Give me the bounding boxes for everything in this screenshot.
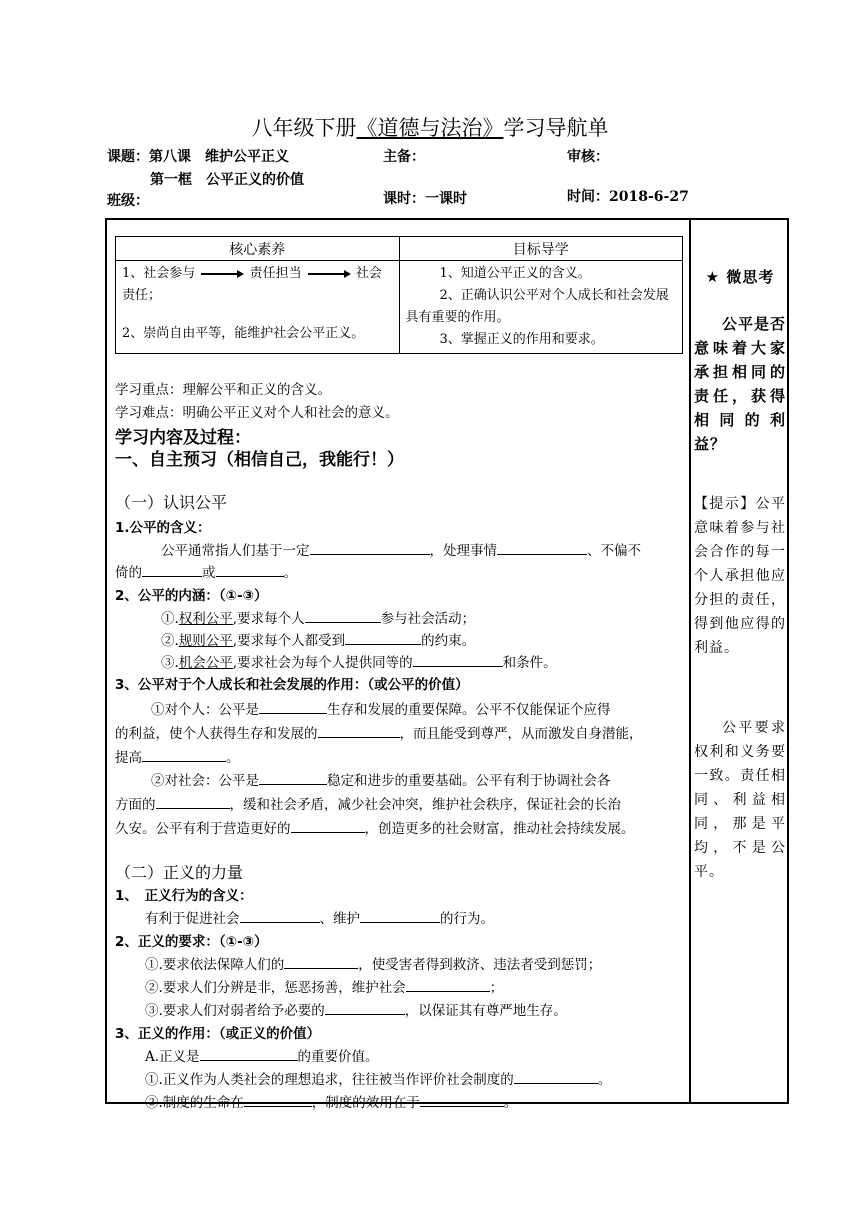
core-header: 核心素养 (116, 237, 400, 261)
blank[interactable] (142, 747, 226, 762)
blank[interactable] (325, 1000, 405, 1015)
s1-role-b2: 方面的 ，缓和社会矛盾，减少社会冲突，维护社会秩序，保证社会的长治 (115, 793, 621, 813)
section1-heading: （一）认识公平 (115, 493, 228, 512)
period-label: 课时：一课时 (383, 191, 467, 207)
s2-require-b: ②.要求人们分辨是非，惩恶扬善，维护社会 ； (145, 976, 503, 996)
process-heading: 学习内容及过程： (115, 428, 251, 448)
s2-role-heading: 3、正义的作用：（或正义的价值） (115, 1026, 321, 1042)
title-suffix: 学习导航单 (503, 116, 609, 140)
core-item-1: 1、社会参与 责任担当 社会责任； (122, 266, 382, 303)
blank[interactable] (310, 540, 430, 555)
blank[interactable] (142, 562, 202, 577)
title-prefix: 八年级下册 (251, 116, 357, 140)
goal-header: 目标导学 (399, 237, 683, 261)
s1-connotation-b: ②.规则公平,要求每个人都受到 的约束。 (161, 629, 475, 649)
lesson-sub: 第一框 公平正义的价值 (150, 172, 304, 188)
goal-item-3: 3、掌握正义的作用和要求。 (439, 332, 604, 347)
blank[interactable] (244, 1092, 312, 1107)
blank[interactable] (345, 630, 421, 645)
s1-meaning-line2: 倚的 或 。 (115, 561, 297, 581)
s2-role-c: ②.制度的生命在 ，制度的效用在于 。 (145, 1091, 517, 1111)
blank[interactable] (259, 699, 327, 714)
sidebar-question: 公平是否意味着大家承担相同的责任，获得相同的利益？ (694, 315, 787, 453)
blank[interactable] (240, 908, 320, 923)
s1-connotation-c: ③.机会公平,要求社会为每个人提供同等的 和条件。 (161, 651, 557, 671)
blank[interactable] (420, 1092, 504, 1107)
s2-meaning-line: 有利于促进社会 、维护 的行为。 (145, 907, 494, 927)
review-label: 审核： (567, 149, 609, 165)
blank[interactable] (497, 540, 587, 555)
goal-item-2: 2、正确认识公平对个人成长和社会发展具有重要的作用。 (405, 288, 669, 325)
main-content (115, 0, 685, 1218)
s1-role-b1: ②对社会：公平是 稳定和进步的重要基础。公平有利于协调社会各 (151, 769, 611, 789)
s2-role-b: ①.正义作为人类社会的理想追求，往往被当作评价社会制度的 。 (145, 1068, 611, 1088)
class-label: 班级： (107, 193, 149, 209)
difficulty: 学习难点：明确公平正义对个人和社会的意义。 (115, 405, 399, 421)
s1-connotation-a: ①.权利公平,要求每个人 参与社会活动； (161, 607, 475, 627)
sidebar-hint: 【提示】公平意味着参与社会合作的每一个人承担他应分担的责任，得到他应得的利益。 (694, 496, 786, 656)
s2-require-c: ③.要求人们对弱者给予必要的 ，以保证其有尊严地生存。 (145, 999, 567, 1019)
blank[interactable] (259, 770, 327, 785)
sidebar-note: 公平要求权利和义务要一致。责任相同、利益相同，那是平均，不是公平。 (694, 720, 786, 880)
column-divider (689, 218, 691, 1104)
blank[interactable] (284, 954, 358, 969)
s1-role-a1: ①对个人：公平是 生存和发展的重要保障。公平不仅能保证个应得 (151, 698, 611, 718)
s1-meaning-heading: 1.公平的含义： (115, 520, 211, 536)
section2-heading: （二）正义的力量 (115, 863, 244, 882)
blank[interactable] (216, 562, 284, 577)
blank[interactable] (406, 977, 490, 992)
s1-role-heading: 3、公平对于个人成长和社会发展的作用：（或公平的价值） (115, 677, 469, 693)
blank[interactable] (291, 818, 365, 833)
key-point: 学习重点：理解公平和正义的含义。 (115, 382, 331, 398)
s1-connotation-heading: 2、公平的内涵：（①-③） (115, 588, 268, 604)
s1-role-b3: 久安。公平有利于营造更好的 ，创造更多的社会财富，推动社会持续发展。 (115, 817, 635, 837)
goal-item-1: 1、知道公平正义的含义。 (439, 266, 591, 281)
title-book: 《道德与法治》 (356, 116, 504, 140)
s2-role-a: A.正义是 的重要价值。 (145, 1045, 379, 1065)
blank[interactable] (305, 608, 381, 623)
blank[interactable] (318, 723, 400, 738)
date-label: 时间：2018-6-27 (567, 189, 689, 205)
s2-meaning-heading: 1、 正义行为的含义： (115, 888, 253, 904)
blank[interactable] (360, 908, 440, 923)
part1-heading: 一、自主预习（相信自己，我能行！） (115, 450, 404, 470)
s1-role-a3: 提高 。 (115, 746, 240, 766)
blank[interactable] (156, 794, 230, 809)
lesson-label: 课题：第八课 维护公平正义 (107, 149, 289, 165)
blank[interactable] (514, 1069, 598, 1084)
s1-role-a2: 的利益，使个人获得生存和发展的 ，而且能受到尊严，从而激发自身潜能， (115, 722, 643, 742)
prep-label: 主备： (383, 149, 425, 165)
s2-require-a: ①.要求依法保障人们的 ，使受害者得到救济、违法者受到惩罚； (145, 953, 601, 973)
core-item-2: 2、崇尚自由平等，能维护社会公平正义。 (122, 326, 365, 341)
s1-meaning-line1: 公平通常指人们基于一定 ，处理事情 、不偏不 (161, 539, 641, 559)
blank[interactable] (200, 1046, 298, 1061)
s2-require-heading: 2、正义的要求：（①-③） (115, 934, 268, 950)
sidebar-heading: ★ 微思考 (705, 268, 775, 286)
blank[interactable] (413, 652, 503, 667)
